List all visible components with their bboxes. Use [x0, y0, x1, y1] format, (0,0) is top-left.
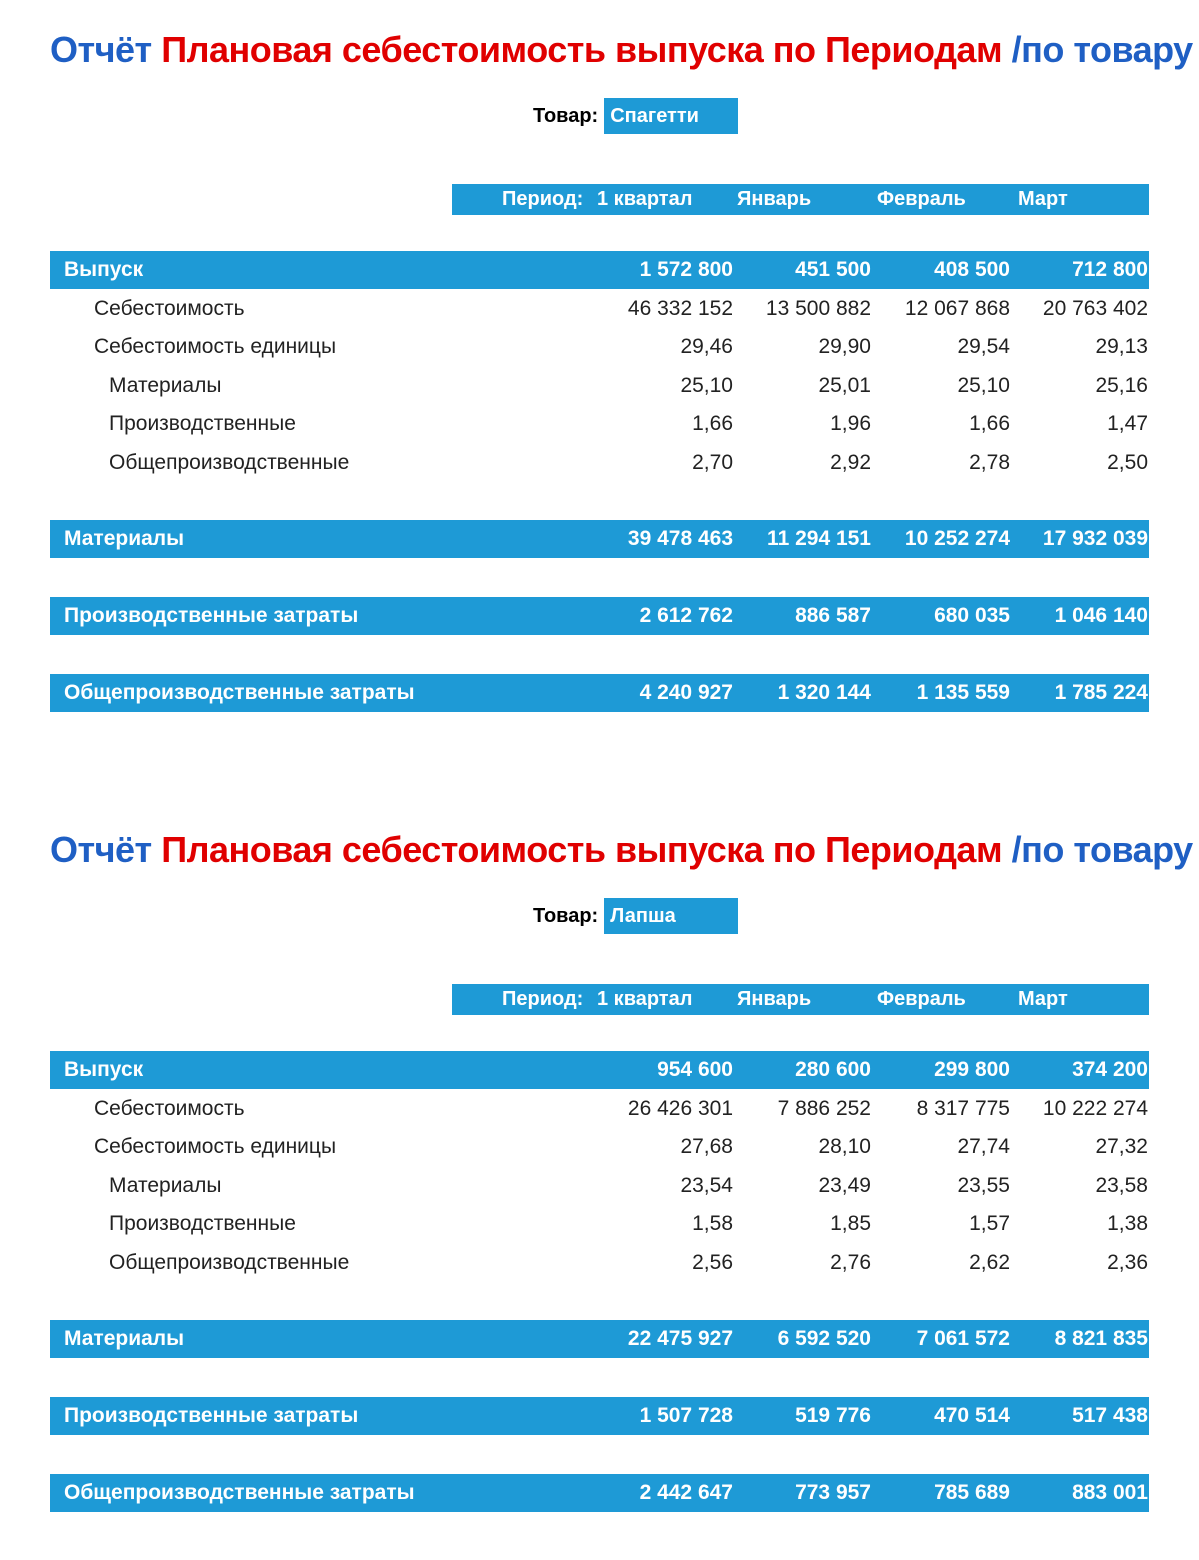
row-label: Себестоимость	[94, 297, 245, 320]
cell-value: 23,54	[680, 1174, 733, 1197]
cell-value: 22 475 927	[627, 1327, 733, 1350]
period-header	[452, 184, 1149, 215]
cell-value: 680 035	[934, 604, 1010, 627]
cell-value: 883 001	[1072, 1481, 1148, 1504]
product-value-field[interactable]: Лапша	[604, 898, 738, 934]
cell-value: 2,78	[969, 451, 1010, 474]
title-suffix: /по товару	[1011, 29, 1193, 70]
cell-value: 2 612 762	[639, 604, 733, 627]
period-feb: Февраль	[877, 988, 966, 1010]
title-main: Плановая себестоимость выпуска по Периодам	[161, 29, 1003, 70]
row-unit-production	[50, 1205, 1149, 1243]
row-label: Материалы	[109, 1174, 222, 1197]
row-sebestoimost-edinicy	[50, 1128, 1149, 1166]
cell-value: 374 200	[1072, 1058, 1148, 1081]
cell-value: 26 426 301	[627, 1097, 733, 1120]
cell-value: 2,50	[1107, 451, 1148, 474]
product-label: Товар:	[533, 904, 599, 927]
row-production-costs	[50, 1397, 1149, 1435]
cell-value: 39 478 463	[627, 527, 733, 550]
cell-value: 1,66	[969, 412, 1010, 435]
row-production-costs	[50, 597, 1149, 635]
row-label: Производственные	[109, 1212, 296, 1235]
cell-value: 1,96	[830, 412, 871, 435]
cell-value: 27,32	[1095, 1135, 1148, 1158]
title-suffix: /по товару	[1011, 829, 1193, 870]
row-materials-total	[50, 1320, 1149, 1358]
cell-value: 4 240 927	[639, 681, 733, 704]
row-label: Материалы	[64, 527, 185, 550]
cell-value: 1 046 140	[1054, 604, 1148, 627]
period-jan: Январь	[737, 188, 812, 210]
report-title	[50, 22, 1193, 78]
cell-value: 23,55	[957, 1174, 1010, 1197]
cell-value: 1,66	[692, 412, 733, 435]
cell-value: 23,49	[818, 1174, 871, 1197]
cell-value: 712 800	[1072, 258, 1148, 281]
row-sebestoimost	[50, 290, 1149, 328]
row-unit-production	[50, 405, 1149, 443]
period-label: Период:	[502, 188, 584, 210]
period-feb: Февраль	[877, 188, 966, 210]
cell-value: 1,38	[1107, 1212, 1148, 1235]
cell-value: 29,13	[1095, 335, 1148, 358]
product-selector	[533, 98, 738, 134]
title-prefix: Отчёт	[50, 829, 152, 870]
row-vypusk	[50, 1051, 1149, 1089]
cell-value: 886 587	[795, 604, 871, 627]
row-label: Общепроизводственные затраты	[64, 1481, 415, 1504]
row-label: Себестоимость	[94, 1097, 245, 1120]
cell-value: 2 442 647	[639, 1481, 733, 1504]
row-label: Выпуск	[64, 258, 144, 281]
cell-value: 25,01	[818, 374, 871, 397]
report-title	[50, 822, 1193, 878]
cell-value: 2,76	[830, 1251, 871, 1274]
cell-value: 1,57	[969, 1212, 1010, 1235]
cell-value: 27,74	[957, 1135, 1010, 1158]
row-vypusk	[50, 251, 1149, 289]
period-q1: 1 квартал	[597, 188, 693, 210]
product-label: Товар:	[533, 104, 599, 127]
row-unit-overhead	[50, 1244, 1149, 1282]
cell-value: 29,54	[957, 335, 1010, 358]
row-label: Себестоимость единицы	[94, 1135, 337, 1158]
cell-value: 1 785 224	[1054, 681, 1148, 704]
cell-value: 17 932 039	[1042, 527, 1148, 550]
cell-value: 6 592 520	[777, 1327, 871, 1350]
cell-value: 299 800	[934, 1058, 1010, 1081]
cell-value: 1,47	[1107, 412, 1148, 435]
cell-value: 10 252 274	[904, 527, 1010, 550]
cell-value: 25,10	[957, 374, 1010, 397]
row-sebestoimost	[50, 1090, 1149, 1128]
cell-value: 11 294 151	[767, 527, 871, 550]
row-label: Выпуск	[64, 1058, 144, 1081]
cell-value: 20 763 402	[1042, 297, 1148, 320]
row-label: Общепроизводственные	[109, 451, 350, 474]
row-label: Производственные	[109, 412, 296, 435]
row-unit-materials	[50, 1167, 1149, 1205]
cell-value: 25,10	[680, 374, 733, 397]
cell-value: 13 500 882	[765, 297, 871, 320]
product-selector	[533, 898, 738, 934]
row-overhead-costs	[50, 674, 1149, 712]
cell-value: 8 821 835	[1054, 1327, 1148, 1350]
product-value-field[interactable]: Спагетти	[604, 98, 738, 134]
cell-value: 2,70	[692, 451, 733, 474]
period-mar: Март	[1018, 188, 1068, 210]
cell-value: 1,58	[692, 1212, 733, 1235]
row-materials-total	[50, 520, 1149, 558]
row-label: Производственные затраты	[64, 604, 359, 627]
report-2	[0, 800, 1199, 1560]
cell-value: 1,85	[830, 1212, 871, 1235]
row-sebestoimost-edinicy	[50, 328, 1149, 366]
period-mar: Март	[1018, 988, 1068, 1010]
title-main: Плановая себестоимость выпуска по Периодам	[161, 829, 1003, 870]
cell-value: 2,36	[1107, 1251, 1148, 1274]
cell-value: 1 320 144	[777, 681, 871, 704]
cell-value: 10 222 274	[1042, 1097, 1148, 1120]
cell-value: 7 886 252	[777, 1097, 871, 1120]
cell-value: 954 600	[657, 1058, 733, 1081]
cell-value: 2,62	[969, 1251, 1010, 1274]
row-label: Общепроизводственные	[109, 1251, 350, 1274]
cell-value: 27,68	[680, 1135, 733, 1158]
period-label: Период:	[502, 988, 584, 1010]
cell-value: 29,46	[680, 335, 733, 358]
cell-value: 1 135 559	[916, 681, 1010, 704]
report-1	[0, 0, 1199, 760]
cell-value: 25,16	[1095, 374, 1148, 397]
cell-value: 2,92	[830, 451, 871, 474]
row-unit-overhead	[50, 444, 1149, 482]
cell-value: 519 776	[795, 1404, 871, 1427]
cell-value: 1 507 728	[639, 1404, 733, 1427]
title-prefix: Отчёт	[50, 29, 152, 70]
cell-value: 785 689	[934, 1481, 1010, 1504]
row-unit-materials	[50, 367, 1149, 405]
row-label: Материалы	[109, 374, 222, 397]
cell-value: 773 957	[795, 1481, 871, 1504]
cell-value: 29,90	[818, 335, 871, 358]
row-label: Общепроизводственные затраты	[64, 681, 415, 704]
cell-value: 1 572 800	[639, 258, 733, 281]
cell-value: 2,56	[692, 1251, 733, 1274]
cell-value: 28,10	[818, 1135, 871, 1158]
cell-value: 408 500	[934, 258, 1010, 281]
period-q1: 1 квартал	[597, 988, 693, 1010]
row-label: Материалы	[64, 1327, 185, 1350]
cell-value: 12 067 868	[904, 297, 1010, 320]
cell-value: 451 500	[795, 258, 871, 281]
row-label: Себестоимость единицы	[94, 335, 337, 358]
period-jan: Январь	[737, 988, 812, 1010]
cell-value: 280 600	[795, 1058, 871, 1081]
period-header	[452, 984, 1149, 1015]
cell-value: 8 317 775	[916, 1097, 1010, 1120]
row-overhead-costs	[50, 1474, 1149, 1512]
cell-value: 470 514	[934, 1404, 1010, 1427]
cell-value: 7 061 572	[916, 1327, 1010, 1350]
cell-value: 517 438	[1072, 1404, 1148, 1427]
cell-value: 23,58	[1095, 1174, 1148, 1197]
row-label: Производственные затраты	[64, 1404, 359, 1427]
cell-value: 46 332 152	[627, 297, 733, 320]
